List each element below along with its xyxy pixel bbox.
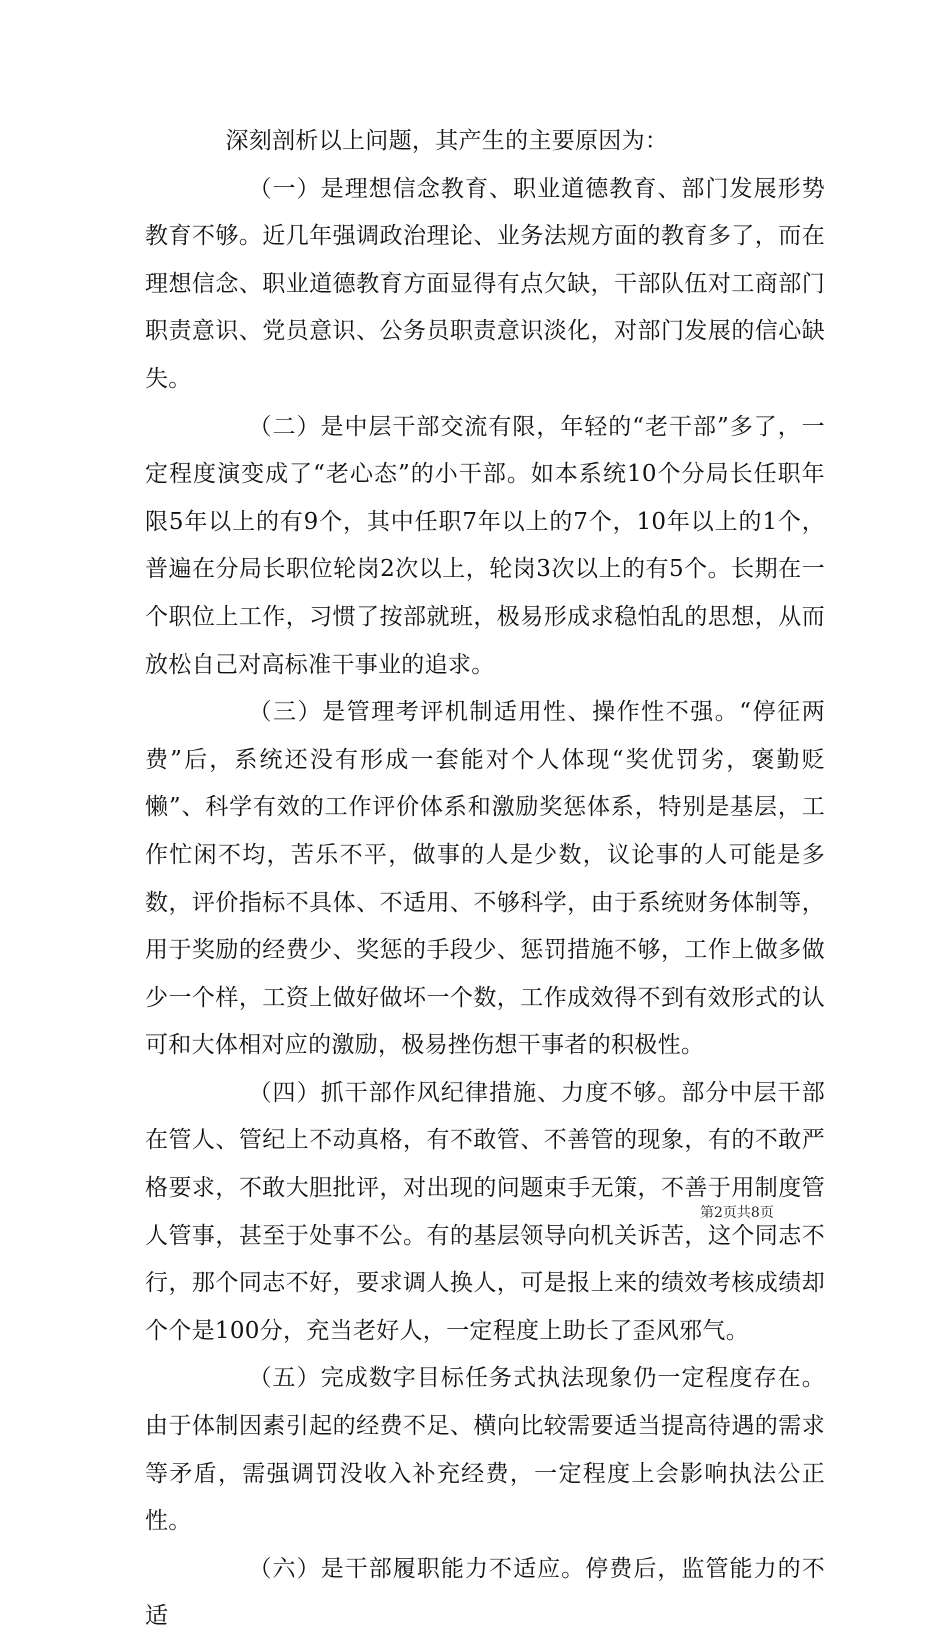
paragraph-reason-6: （六）是干部履职能力不适应。停费后，监管能力的不适	[145, 1555, 825, 1630]
paragraph-reason-4: （四）抓干部作风纪律措施、力度不够。部分中层干部在管人、管纪上不动真格，有不敢管、不善管的现象，有的不敢严格要求，不敢大胆批评，对出现的问题束手无策，不善于用制度管人管事，甚至于处事不公。有的基层领导向机关诉苦，这个同志不行，那个同志不好，要求调人换人，可是报上来的绩效考核成绩却个个是100分，充当老好人，一定程度上助长了歪风邪气。	[145, 1079, 825, 1344]
paragraph-reason-1: （一）是理想信念教育、职业道德教育、部门发展形势教育不够。近几年强调政治理论、业务法规方面的教育多了，而在理想信念、职业道德教育方面显得有点欠缺，干部队伍对工商部门职责意识、党员意识、公务员职责意识淡化，对部门发展的信心缺失。	[145, 175, 825, 392]
document-body	[145, 118, 825, 1641]
paragraph-reason-5: （五）完成数字目标任务式执法现象仍一定程度存在。由于体制因素引起的经费不足、横向比较需要适当提高待遇的需求等矛盾，需强调罚没收入补充经费，一定程度上会影响执法公正性。	[145, 1365, 825, 1535]
paragraph-reason-3: （三）是管理考评机制适用性、操作性不强。“停征两费”后，系统还没有形成一套能对个人体现“奖优罚劣，褒勤贬懒”、科学有效的工作评价体系和激励奖惩体系，特别是基层，工作忙闲不均，苦乐不平，做事的人是少数，议论事的人可能是多数，评价指标不具体、不适用、不够科学，由于系统财务体制等，用于奖励的经费少、奖惩的手段少、惩罚措施不够，工作上做多做少一个样，工资上做好做坏一个数，工作成效得不到有效形式的认可和大体相对应的激励，极易挫伤想干事者的积极性。	[145, 699, 825, 1059]
intro-paragraph: 深刻剖析以上问题，其产生的主要原因为：	[225, 128, 669, 154]
page-number-footer: 第2页共8页	[700, 1205, 774, 1221]
paragraph-reason-2: （二）是中层干部交流有限，年轻的“老干部”多了，一定程度演变成了“老心态”的小干部。如本系统10个分局长任职年限5年以上的有9个，其中任职7年以上的7个，10年以上的1个，普遍在分局长职位轮岗2次以上，轮岗3次以上的有5个。长期在一个职位上工作，习惯了按部就班，极易形成求稳怕乱的思想，从而放松自己对高标准干事业的追求。	[145, 413, 825, 678]
